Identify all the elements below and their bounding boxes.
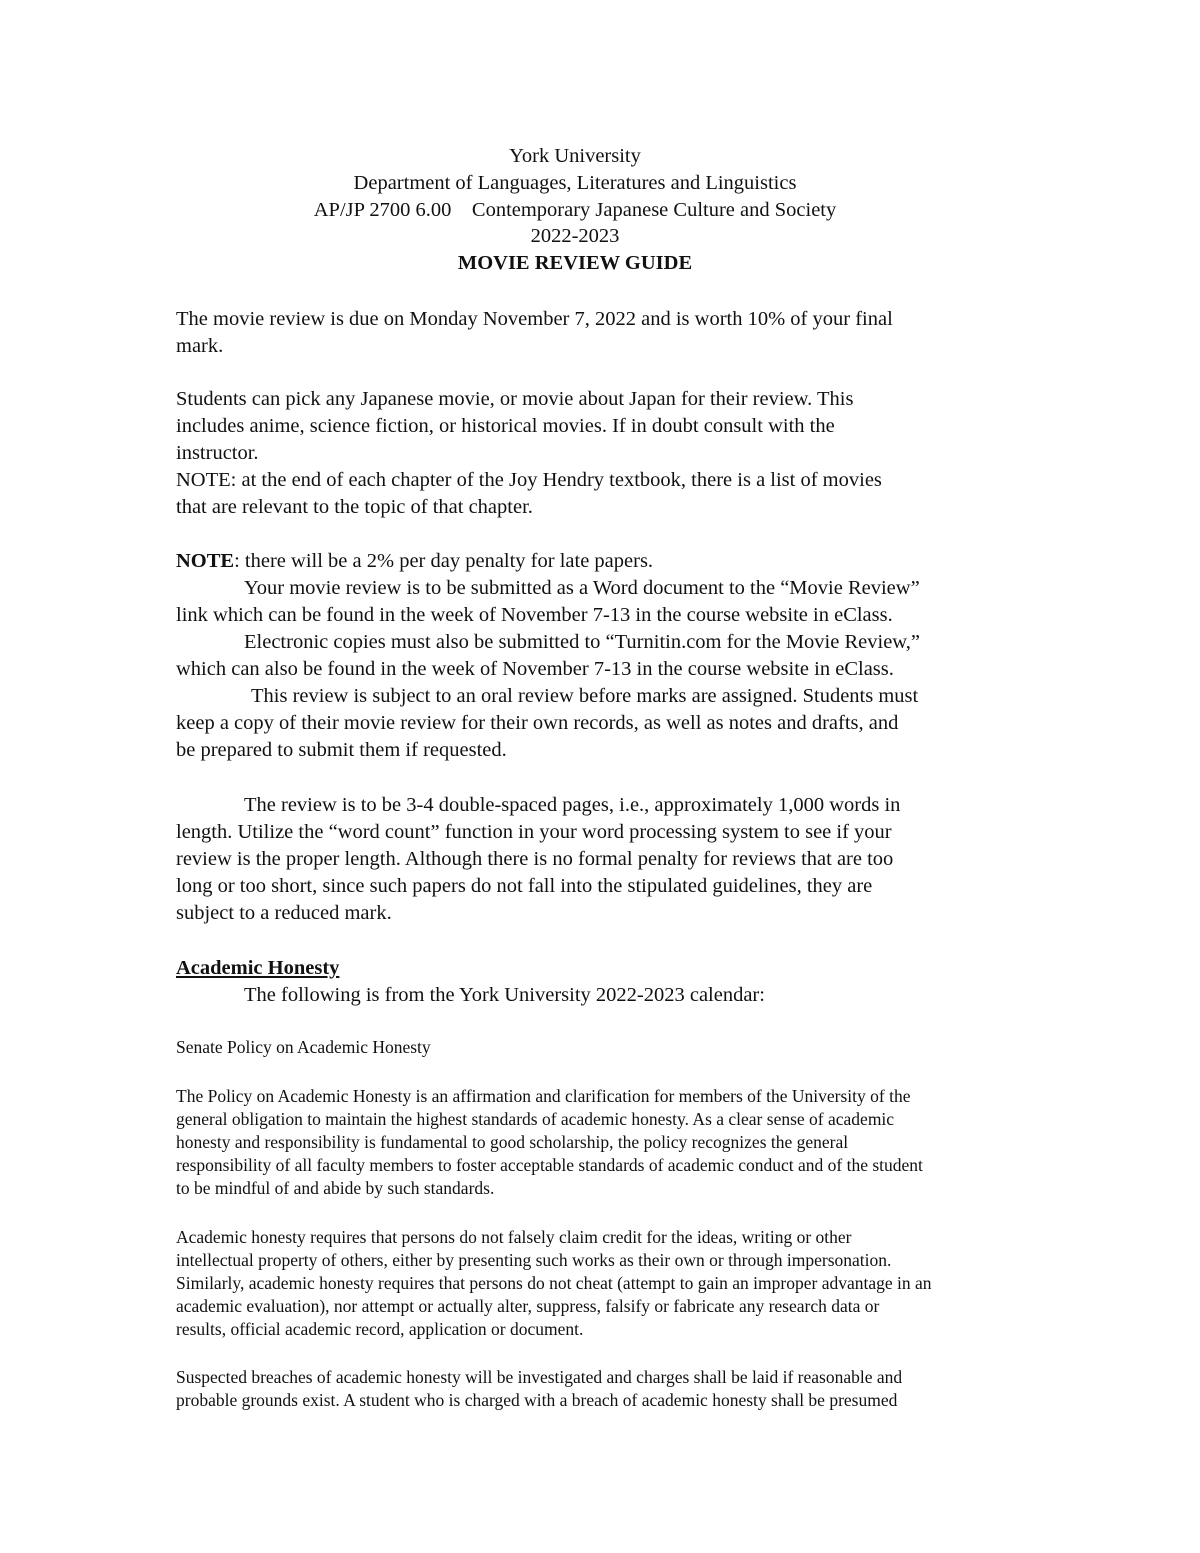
university-name: York University [509,145,641,167]
choice-line: Students can pick any Japanese movie, or movie about Japan for their review. This [176,388,854,410]
section-heading-academic-honesty: Academic Honesty [176,957,340,979]
submission-line: which can also be found in the week of November 7-13 in the course website in eClass. [176,658,894,680]
policy-line: Suspected breaches of academic honesty will be investigated and charges shall be laid if reasonable and [176,1367,903,1387]
note-line: that are relevant to the topic of that chapter. [176,496,533,518]
page-title: MOVIE REVIEW GUIDE [457,252,693,274]
oral-review-line: This review is subject to an oral review before marks are assigned. Students must [251,685,919,707]
penalty-note-text: : there will be a 2% per day penalty for late papers. [234,550,654,572]
due-line: The movie review is due on Monday November 7, 2022 and is worth 10% of your final [176,308,893,330]
submission-line: Electronic copies must also be submitted to “Turnitin.com for the Movie Review,” [244,631,920,653]
policy-line: The Policy on Academic Honesty is an affirmation and clarification for members of the University of the [176,1086,911,1106]
course-title: AP/JP 2700 6.00 Contemporary Japanese Culture and Society [313,199,837,221]
length-line: review is the proper length. Although there is no formal penalty for reviews that are too [176,848,894,870]
policy-title: Senate Policy on Academic Honesty [176,1037,431,1057]
policy-line: academic evaluation), nor attempt or actually alter, suppress, falsify or fabricate any research data or [176,1296,880,1316]
submission-line: link which can be found in the week of November 7-13 in the course website in eClass. [176,604,893,626]
policy-line: to be mindful of and abide by such standards. [176,1178,495,1198]
note-line: NOTE: at the end of each chapter of the Joy Hendry textbook, there is a list of movies [176,469,882,491]
policy-line: Academic honesty requires that persons do not falsely claim credit for the ideas, writing or other [176,1227,852,1247]
length-line: length. Utilize the “word count” function in your word processing system to see if your [176,821,892,843]
policy-line: probable grounds exist. A student who is charged with a breach of academic honesty shall be presumed [176,1390,898,1410]
policy-line: general obligation to maintain the highest standards of academic honesty. As a clear sense of academic [176,1109,895,1129]
policy-line: intellectual property of others, either by presenting such works as their own or through impersonation. [176,1250,892,1270]
length-line: subject to a reduced mark. [176,902,392,924]
submission-line: Your movie review is to be submitted as a Word document to the “Movie Review” [244,577,920,599]
choice-line: includes anime, science fiction, or historical movies. If in doubt consult with the [176,415,835,437]
policy-line: results, official academic record, application or document. [176,1319,584,1339]
calendar-intro: The following is from the York University 2022-2023 calendar: [244,984,765,1006]
oral-review-line: be prepared to submit them if requested. [176,739,507,761]
policy-line: responsibility of all faculty members to foster acceptable standards of academic conduct and of the student [176,1155,923,1175]
choice-line: instructor. [176,442,259,464]
due-line: mark. [176,335,224,357]
length-line: The review is to be 3-4 double-spaced pages, i.e., approximately 1,000 words in [244,794,901,816]
penalty-note-label: NOTE [176,550,235,572]
length-line: long or too short, since such papers do not fall into the stipulated guidelines, they are [176,875,873,897]
department-name: Department of Languages, Literatures and Linguistics [353,172,797,194]
academic-year: 2022-2023 [530,225,620,247]
policy-line: Similarly, academic honesty requires that persons do not cheat (attempt to gain an improper advantage in an [176,1273,932,1293]
penalty-note [176,548,653,575]
oral-review-line: keep a copy of their movie review for their own records, as well as notes and drafts, and [176,712,899,734]
policy-line: honesty and responsibility is fundamental to good scholarship, the policy recognizes the general [176,1132,849,1152]
